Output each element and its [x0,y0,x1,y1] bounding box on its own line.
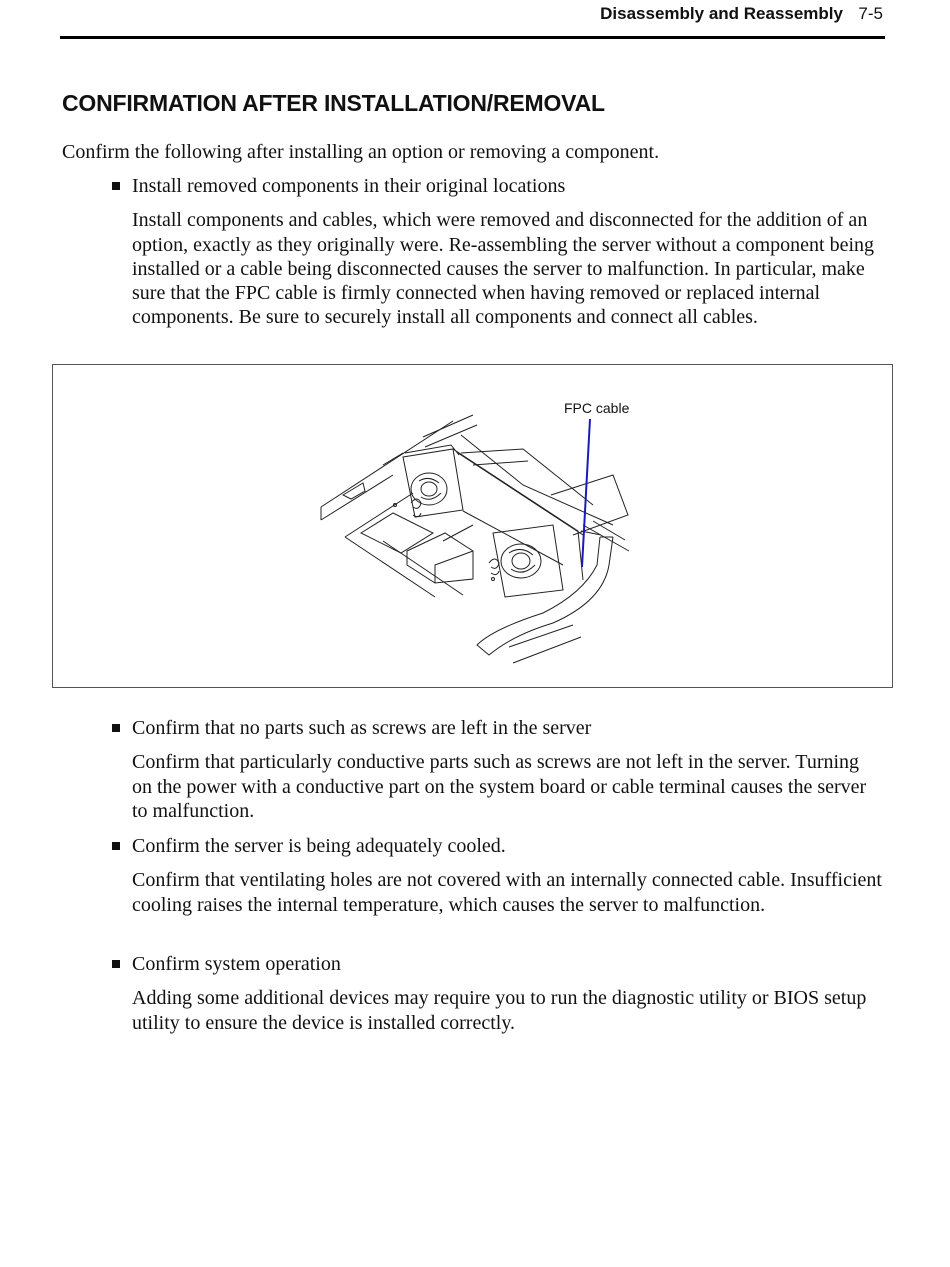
list-item [112,952,882,1035]
bullet-heading [112,716,882,740]
item-heading: Confirm that no parts such as screws are left in the server [132,717,592,739]
page-header [60,0,885,39]
bullet-square-icon [112,960,120,968]
bullet-heading [112,834,882,858]
fpc-cable-callout-label: FPC cable [564,400,630,416]
item-description: Install components and cables, which were removed and disconnected for the addition of an option, exactly as they originally were. Re-assembling the server without a component being installed or a cable being disconnected causes the server to malfunction. In particular, make sure that the FPC cable is firmly connected when having removed or replaced internal components. Be sure to securely install all components and connect all cables. [132,209,875,329]
figure-frame [52,364,893,688]
list-item [112,716,882,823]
item-description: Confirm that ventilating holes are not covered with an internally connected cable. Insufficient cooling raises the internal temperature, which causes the server to malfunction. [132,869,882,916]
bullet-square-icon [112,842,120,850]
item-heading: Confirm the server is being adequately cooled. [132,835,506,857]
header-page-number: 7-5 [858,4,883,23]
item-heading: Install removed components in their original locations [132,175,566,197]
item-description: Confirm that particularly conductive parts such as screws are not left in the server. Turning on the power with a conductive part on the system board or cable terminal causes the server to malfunction. [132,751,867,822]
bullet-square-icon [112,724,120,732]
intro-paragraph: Confirm the following after installing an option or removing a component. [62,141,660,163]
list-item [112,174,882,330]
page-title: CONFIRMATION AFTER INSTALLATION/REMOVAL [62,90,605,116]
callout-leader-line [582,419,590,567]
bullet-heading [112,952,882,976]
header-section-title: Disassembly and Reassembly [600,4,843,23]
item-description: Adding some additional devices may require you to run the diagnostic utility or BIOS setup utility to ensure the device is installed correctly. [132,987,867,1034]
bullet-heading [112,174,882,198]
bullet-square-icon [112,182,120,190]
list-item [112,834,882,917]
server-interior-illustration [53,365,892,687]
item-heading: Confirm system operation [132,953,341,975]
